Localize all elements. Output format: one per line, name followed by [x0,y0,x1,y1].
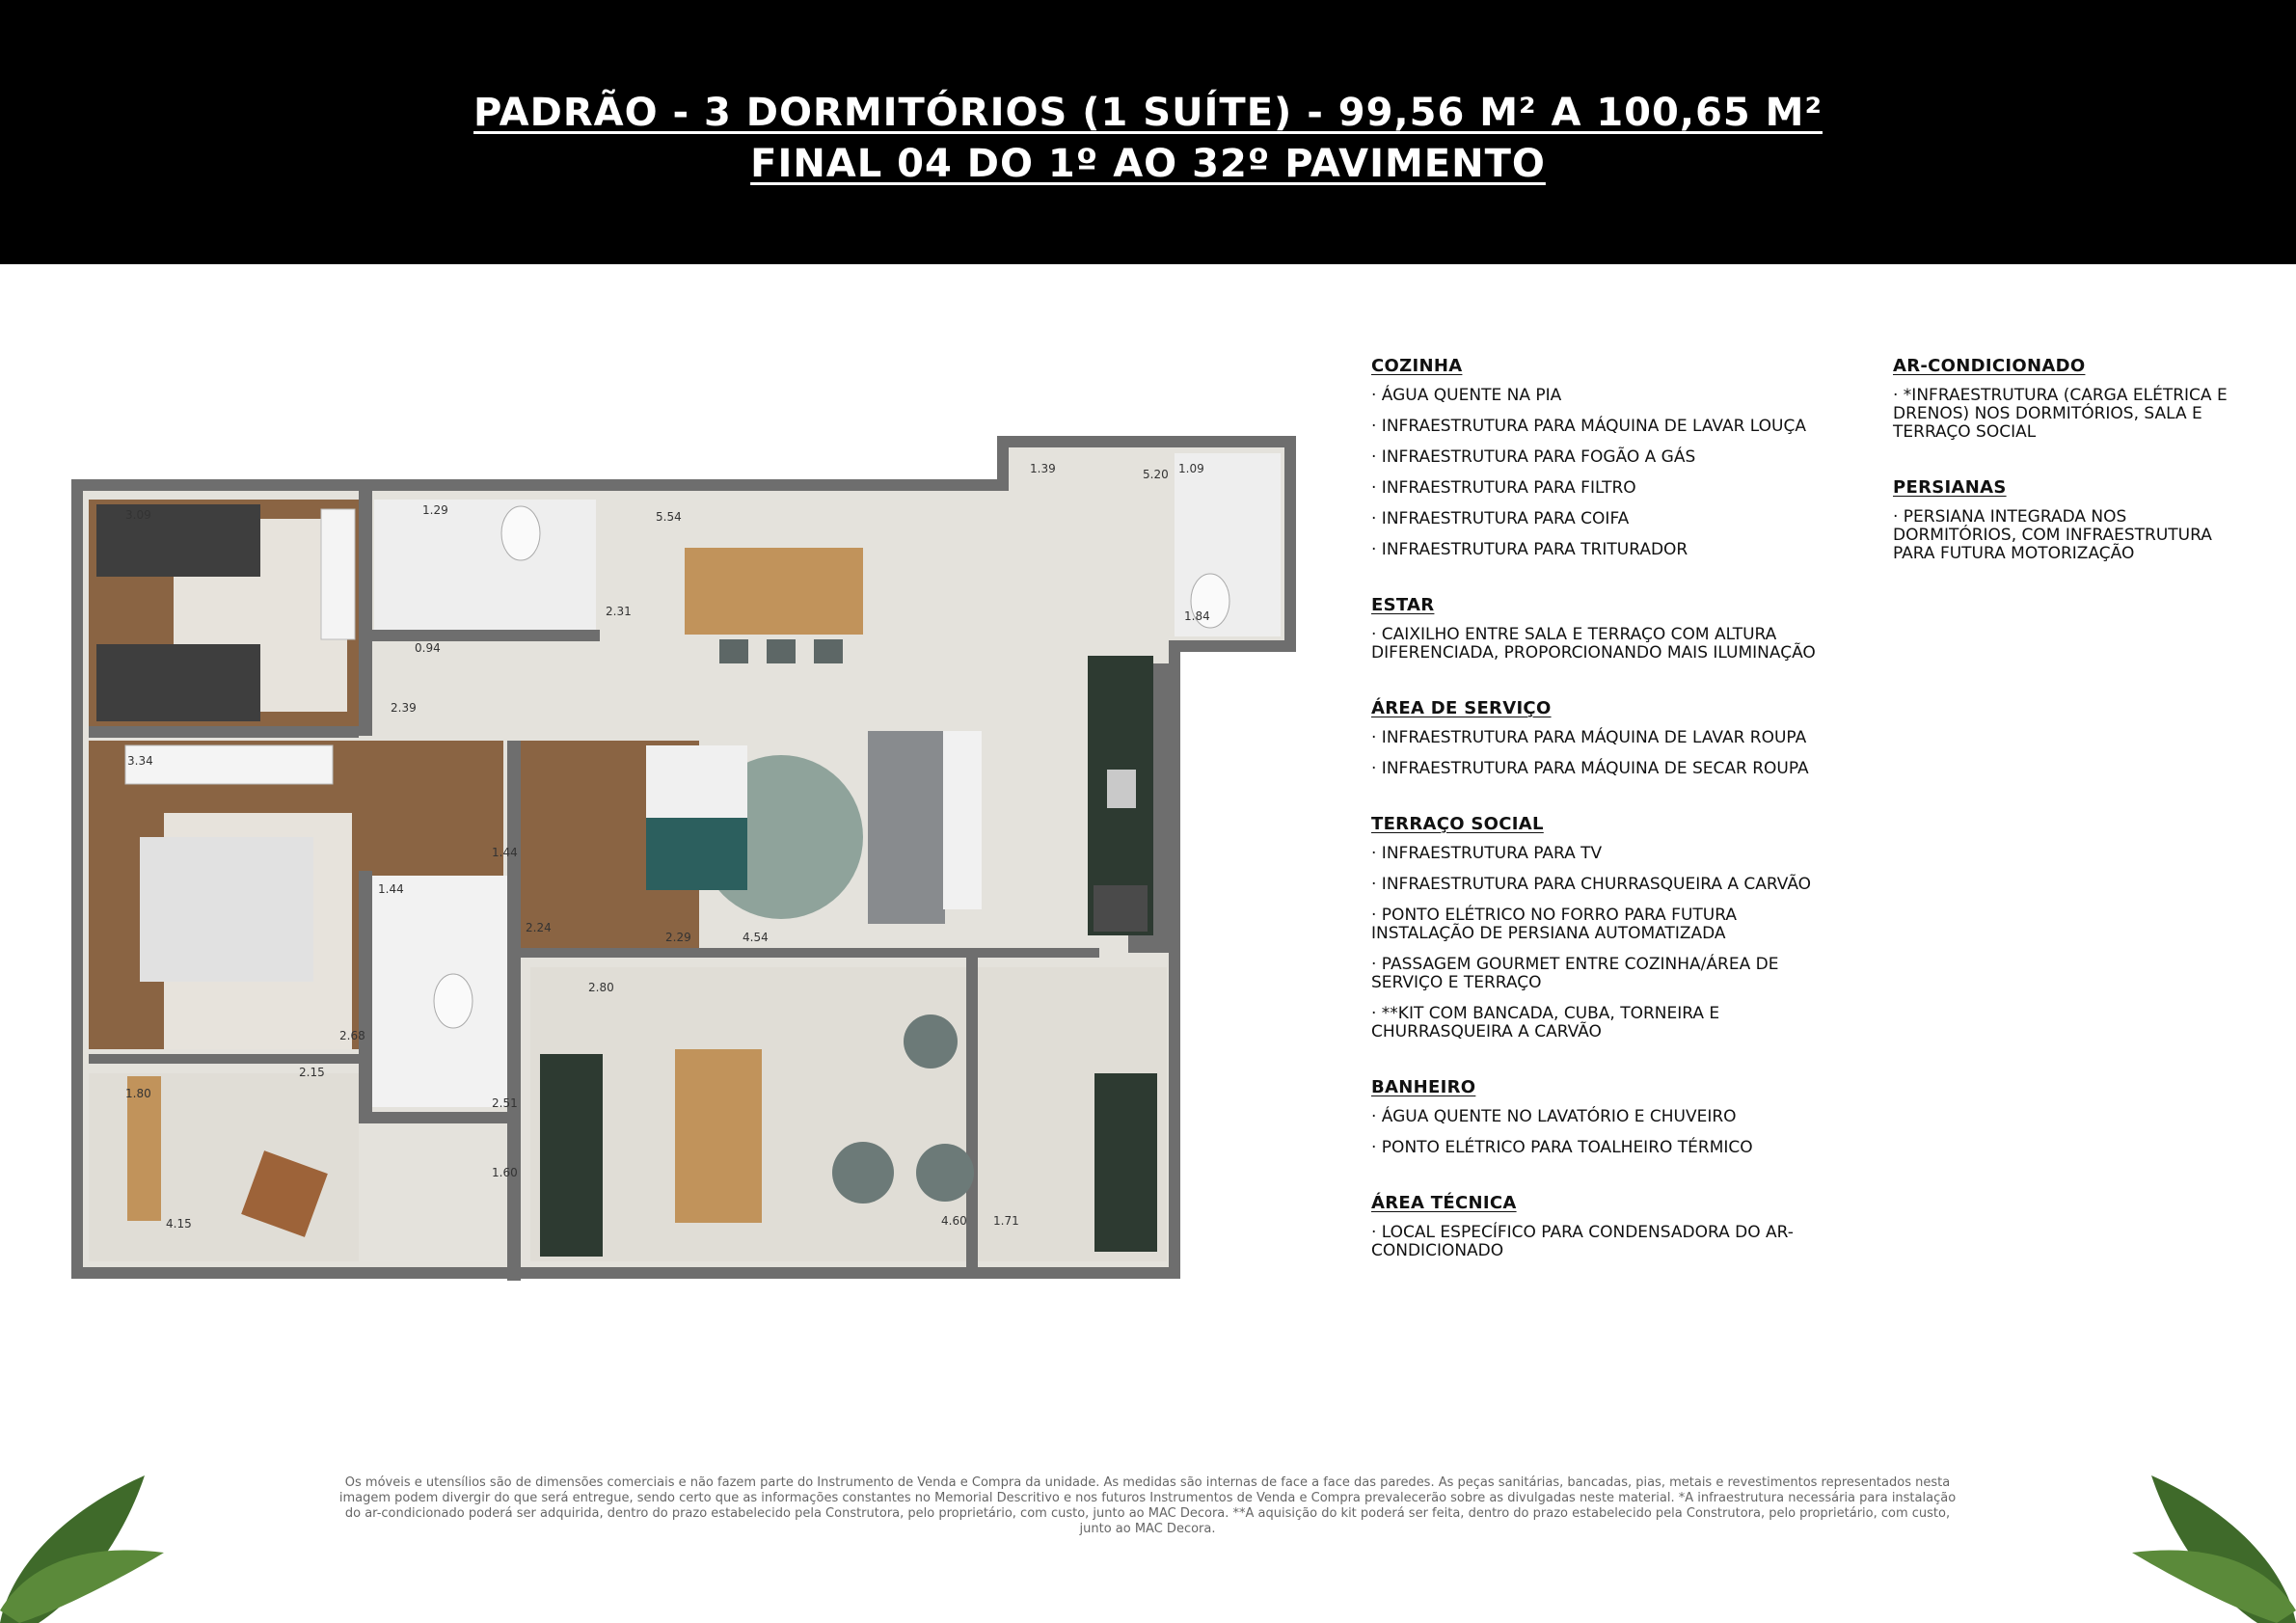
feature-item: · **KIT COM BANCADA, CUBA, TORNEIRA E CHURRASQUEIRA A CARVÃO [1371,1004,1720,1041]
feature-section [1371,1078,1824,1157]
feature-item: · INFRAESTRUTURA PARA MÁQUINA DE SECAR ROUPA [1371,759,1809,778]
dim-label: 1.80 [125,1087,151,1100]
feature-section [1371,699,1824,778]
feature-item: · ÁGUA QUENTE NO LAVATÓRIO E CHUVEIRO [1371,1107,1737,1126]
wardrobe2 [125,745,333,784]
floor-plan [68,432,1302,1290]
bed1-bottom [96,644,260,721]
feature-item: · PONTO ELÉTRICO NO FORRO PARA FUTURA INSTALAÇÃO DE PERSIANA AUTOMATIZADA [1371,906,1737,943]
sofa [868,731,945,924]
wardrobe1 [321,509,355,639]
feature-item: · PERSIANA INTEGRADA NOS DORMITÓRIOS, COM INFRAESTRUTURA PARA FUTURA MOTORIZAÇÃO [1893,507,2212,563]
dim-label: 2.24 [526,921,552,934]
feature-section [1371,596,1824,663]
feature-item: · INFRAESTRUTURA PARA COIFA [1371,509,1630,528]
dim-label: 1.60 [492,1166,518,1179]
bench [943,731,982,909]
feature-section-title: ESTAR [1371,595,1435,615]
terrace-floor [530,967,1167,1261]
feature-section-title: PERSIANAS [1893,477,2007,498]
page-title: PADRÃO - 3 DORMITÓRIOS (1 SUÍTE) - 99,56 M² A 100,65 M² [473,91,1823,135]
feature-section [1893,357,2230,442]
disclaimer-text: Os móveis e utensílios são de dimensões comerciais e não fazem parte do Instrumento de Venda e Compra da unidade. As medidas são internas de face a face das paredes. As peças sanitárias, bancadas, pias, metais e revestimentos representados nesta imagem podem divergir do que será entregue, sendo certo que as informações constantes no Memorial Descritivo e nos futuros Instrumentos de Venda e Compra prevalecerão sobre as divulgadas neste material. *A infraestrutura necessária para instalação do ar-condicionado poderá ser adquirida, dentro do prazo estabelecido pela Construtora, pelo proprietário, com custo, junto ao MAC Decora. **A aquisição do kit poderá ser feita, dentro do prazo estabelecido pela Construtora, pelo proprietário, com custo, junto ao MAC Decora. [338,1475,1957,1536]
dim-label: 2.31 [606,605,632,618]
terrace-counter [1094,1073,1157,1252]
feature-item: · INFRAESTRUTURA PARA FILTRO [1371,478,1636,498]
dim-label: 2.68 [339,1029,365,1042]
dim-label: 1.29 [422,503,448,517]
feature-item: · INFRAESTRUTURA PARA CHURRASQUEIRA A CARVÃO [1371,875,1812,894]
feature-item: · INFRAESTRUTURA PARA TRITURADOR [1371,540,1688,559]
dim-label: 1.39 [1030,462,1056,475]
bath1-floor [374,500,596,630]
dim-label: 0.94 [415,641,441,655]
feature-section [1893,478,2230,563]
dim-label: 3.34 [127,754,153,768]
dim-label: 1.71 [993,1214,1019,1228]
dining-chairs [719,639,843,663]
feature-item: · INFRAESTRUTURA PARA MÁQUINA DE LAVAR LOUÇA [1371,417,1806,436]
dim-label: 2.15 [299,1066,325,1079]
plant-leaf-left [0,1456,183,1623]
feature-item: · INFRAESTRUTURA PARA MÁQUINA DE LAVAR ROUPA [1371,728,1807,747]
feature-section-title: ÁREA TÉCNICA [1371,1193,1517,1213]
feature-item: · PASSAGEM GOURMET ENTRE COZINHA/ÁREA DE SERVIÇO E TERRAÇO [1371,955,1779,992]
feature-section [1371,1194,1824,1260]
dim-label: 3.09 [125,508,151,522]
feature-section-title: TERRAÇO SOCIAL [1371,814,1544,834]
grill-counter [540,1054,603,1257]
feature-section-title: COZINHA [1371,356,1463,376]
feature-item: · LOCAL ESPECÍFICO PARA CONDENSADORA DO AR-CONDICIONADO [1371,1223,1794,1260]
dim-label: 2.39 [391,701,417,715]
feature-item: · INFRAESTRUTURA PARA FOGÃO A GÁS [1371,447,1696,467]
cooktop [1094,885,1148,932]
dim-label: 4.54 [743,931,769,944]
feature-section-title: BANHEIRO [1371,1077,1476,1097]
kitchen-sink [1107,770,1136,808]
dining-table [685,548,863,635]
page-subtitle: FINAL 04 DO 1º AO 32º PAVIMENTO [750,142,1546,186]
feature-section [1371,815,1824,1041]
suite-bed [140,837,313,982]
dim-label: 1.84 [1184,609,1210,623]
dim-label: 1.44 [378,882,404,896]
features-column-right [1893,357,2230,600]
features-column-left [1371,357,1824,1297]
feature-item: · INFRAESTRUTURA PARA TV [1371,844,1603,863]
dim-label: 2.80 [588,981,614,994]
dim-label: 1.09 [1178,462,1204,475]
plant-leaf-right [2055,1456,2296,1623]
feature-section [1371,357,1824,559]
bed2-blanket [646,818,747,890]
dim-label: 5.54 [656,510,682,524]
bed1-top [96,504,260,577]
dim-label: 2.29 [665,931,691,944]
feature-item: · *INFRAESTRUTURA (CARGA ELÉTRICA E DRENOS) NOS DORMITÓRIOS, SALA E TERRAÇO SOCIAL [1893,386,2228,442]
dim-label: 5.20 [1143,468,1169,481]
feature-section-title: ÁREA DE SERVIÇO [1371,698,1552,718]
header-banner [0,0,2296,264]
dim-label: 2.51 [492,1096,518,1110]
feature-item: · ÁGUA QUENTE NA PIA [1371,386,1562,405]
feature-item: · PONTO ELÉTRICO PARA TOALHEIRO TÉRMICO [1371,1138,1753,1157]
dim-label: 4.60 [941,1214,967,1228]
dim-label: 1.44 [492,846,518,859]
dim-label: 4.15 [166,1217,192,1231]
terrace-table [675,1049,762,1223]
feature-item: · CAIXILHO ENTRE SALA E TERRAÇO COM ALTURA DIFERENCIADA, PROPORCIONANDO MAIS ILUMINAÇÃO [1371,625,1816,663]
feature-section-title: AR-CONDICIONADO [1893,356,2086,376]
